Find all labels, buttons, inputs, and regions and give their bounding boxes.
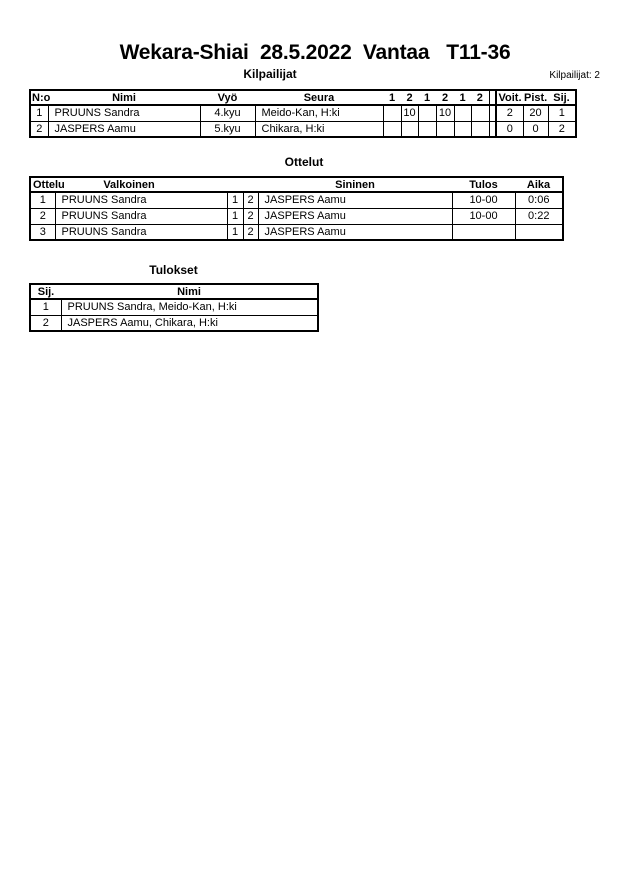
cell-white-no: 1 xyxy=(227,208,243,224)
result-row xyxy=(30,315,318,331)
header-gap-spacer xyxy=(489,90,496,105)
competitors-section-title: Kilpailijat xyxy=(243,67,297,81)
cell-tulos: 10-00 xyxy=(452,208,515,224)
cell-pist: 0 xyxy=(523,121,548,137)
cell-score xyxy=(454,105,471,121)
competitors-table xyxy=(29,89,577,138)
cell-blue-name: JASPERS Aamu xyxy=(258,208,452,224)
cell-gap-spacer xyxy=(489,105,496,121)
cell-gap-spacer xyxy=(489,121,496,137)
matches-header-row xyxy=(30,177,563,192)
header-round1-white: 1 xyxy=(383,90,401,105)
header-round2-blue: 2 xyxy=(436,90,454,105)
cell-nimi: JASPERS Aamu xyxy=(48,121,200,137)
results-header-row xyxy=(30,284,318,299)
header-aika: Aika xyxy=(515,177,563,192)
results-section-title: Tulokset xyxy=(149,263,198,277)
cell-score xyxy=(471,121,489,137)
matches-section-title: Ottelut xyxy=(284,155,324,169)
header-sij: Sij. xyxy=(548,90,576,105)
cell-score xyxy=(454,121,471,137)
cell-match-no: 2 xyxy=(30,208,55,224)
cell-score: 10 xyxy=(401,105,418,121)
cell-white-name: PRUUNS Sandra xyxy=(55,208,227,224)
header-seura: Seura xyxy=(255,90,383,105)
cell-aika: 0:22 xyxy=(515,208,563,224)
cell-pist: 20 xyxy=(523,105,548,121)
match-row xyxy=(30,208,563,224)
header-vyo: Vyö xyxy=(200,90,255,105)
competitor-row xyxy=(30,121,576,137)
header-round1-blue: 2 xyxy=(401,90,418,105)
cell-seura: Chikara, H:ki xyxy=(255,121,383,137)
cell-sij: 1 xyxy=(30,299,61,315)
cell-blue-name: JASPERS Aamu xyxy=(258,224,452,240)
header-sininen: Sininen xyxy=(258,177,452,192)
competitor-row xyxy=(30,105,576,121)
cell-blue-name: JASPERS Aamu xyxy=(258,192,452,208)
cell-tulos: 10-00 xyxy=(452,192,515,208)
cell-no: 2 xyxy=(30,121,48,137)
cell-match-no: 1 xyxy=(30,192,55,208)
header-white-number-blank xyxy=(227,177,243,192)
cell-seura: Meido-Kan, H:ki xyxy=(255,105,383,121)
cell-score xyxy=(418,105,436,121)
header-sij: Sij. xyxy=(30,284,61,299)
cell-voit: 2 xyxy=(496,105,523,121)
header-nimi: Nimi xyxy=(48,90,200,105)
cell-vyo: 4.kyu xyxy=(200,105,255,121)
cell-nimi: JASPERS Aamu, Chikara, H:ki xyxy=(61,315,318,331)
cell-vyo: 5.kyu xyxy=(200,121,255,137)
results-table xyxy=(29,283,319,332)
matches-table xyxy=(29,176,564,241)
cell-white-no: 1 xyxy=(227,192,243,208)
competitors-count: Kilpailijat: 2 xyxy=(549,70,600,81)
cell-aika xyxy=(515,224,563,240)
cell-white-name: PRUUNS Sandra xyxy=(55,192,227,208)
cell-voit: 0 xyxy=(496,121,523,137)
cell-score xyxy=(471,105,489,121)
cell-white-no: 1 xyxy=(227,224,243,240)
cell-score xyxy=(383,121,401,137)
competitors-header-row xyxy=(30,90,576,105)
header-round2-white: 1 xyxy=(418,90,436,105)
cell-aika: 0:06 xyxy=(515,192,563,208)
cell-nimi: PRUUNS Sandra, Meido-Kan, H:ki xyxy=(61,299,318,315)
header-no: N:o xyxy=(32,91,51,104)
cell-sij: 2 xyxy=(30,315,61,331)
cell-sij: 1 xyxy=(548,105,576,121)
cell-sij: 2 xyxy=(548,121,576,137)
cell-tulos xyxy=(452,224,515,240)
cell-nimi: PRUUNS Sandra xyxy=(48,105,200,121)
header-ottelu: Ottelu xyxy=(33,178,65,191)
header-valkoinen: Valkoinen xyxy=(103,178,155,191)
cell-score xyxy=(436,121,454,137)
header-ottelu-valkoinen xyxy=(30,177,227,192)
match-row xyxy=(30,192,563,208)
cell-blue-no: 2 xyxy=(243,208,258,224)
cell-match-no: 3 xyxy=(30,224,55,240)
header-tulos: Tulos xyxy=(452,177,515,192)
cell-blue-no: 2 xyxy=(243,192,258,208)
match-row xyxy=(30,224,563,240)
cell-white-name: PRUUNS Sandra xyxy=(55,224,227,240)
header-round3-white: 1 xyxy=(454,90,471,105)
cell-no: 1 xyxy=(30,105,48,121)
result-row xyxy=(30,299,318,315)
cell-blue-no: 2 xyxy=(243,224,258,240)
cell-score xyxy=(401,121,418,137)
cell-score xyxy=(418,121,436,137)
cell-score: 10 xyxy=(436,105,454,121)
header-round3-blue: 2 xyxy=(471,90,489,105)
header-nimi: Nimi xyxy=(61,284,318,299)
header-voit: Voit. xyxy=(496,90,523,105)
cell-score xyxy=(383,105,401,121)
page-title: Wekara-Shiai 28.5.2022 Vantaa T11-36 xyxy=(119,41,511,64)
header-blue-number-blank xyxy=(243,177,258,192)
header-pist: Pist. xyxy=(524,91,548,104)
